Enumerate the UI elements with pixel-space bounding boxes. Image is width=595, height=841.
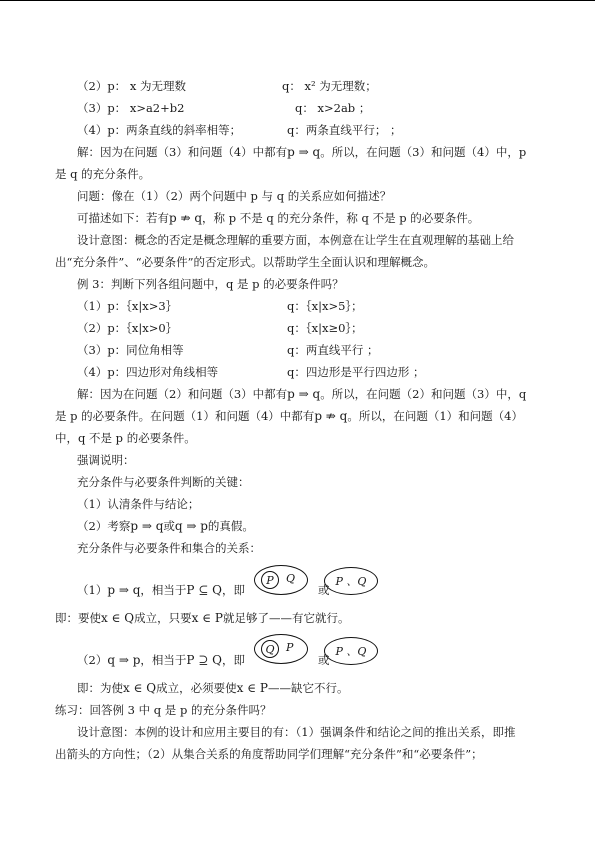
implies-symbol: q ⇒ p [174, 519, 208, 533]
text-line: 充分条件与必要条件和集合的关系： [77, 541, 261, 555]
text-span: （4）p：两条直线的斜率相等； [77, 123, 242, 137]
text-line [77, 297, 567, 315]
text-span: （2） [77, 653, 108, 667]
text-line [77, 341, 567, 359]
text-span: ，相当于 [140, 653, 187, 667]
text-span: （1）p：｛x|x>3｝ [77, 299, 178, 313]
implies-symbol: p ⇒ q [130, 519, 164, 533]
text-line [77, 363, 567, 381]
text-span: （2）p： x 为无理数 [77, 79, 186, 93]
text-line [77, 209, 567, 227]
implies-symbol: p ⇒ q [287, 145, 321, 159]
venn-superset-diagram [254, 634, 308, 664]
venn-equal-diagram [324, 637, 378, 665]
venn-inner-circle [261, 571, 279, 589]
text-line [77, 679, 567, 697]
text-span: 。所以，在问题（2）和问题（3）中，q [320, 387, 527, 401]
not-implies-symbol: p ⇏ q [169, 211, 203, 225]
venn-label: P [266, 573, 274, 587]
text-span: 是 p 的必要条件。在问题（1）和问题（4）中都有 [55, 409, 315, 423]
text-line [77, 77, 567, 95]
element-of-symbol: x ∈ Q [101, 611, 135, 625]
text-line: 例 3：判断下列各组问题中，q 是 p 的必要条件吗？ [77, 277, 344, 291]
text-line [77, 581, 567, 599]
text-span: ，即 [221, 653, 245, 667]
venn-inner-circle [261, 640, 279, 658]
text-span: 可描述如下：若有 [77, 211, 169, 225]
text-span: ，称 p 不是 q 的充分条件，称 q 不是 p 的必要条件。 [202, 211, 480, 225]
text-line: （1）认清条件与结论； [77, 497, 200, 511]
text-span: 的真假。 [207, 519, 254, 533]
text-span: （3）p： x>a2+b2 [77, 101, 185, 115]
venn-equal-oval [324, 567, 378, 595]
text-line [77, 517, 567, 535]
top-rule [0, 0, 595, 1]
venn-label: P 、Q [335, 575, 367, 588]
superset-symbol: P ⊇ Q [186, 653, 222, 667]
text-span: q：｛x|x≥0｝； [287, 321, 363, 335]
element-of-symbol: x ∈ Q [123, 681, 157, 695]
text-line [77, 651, 567, 669]
text-span: （3）p：同位角相等 [77, 343, 184, 357]
text-span: q：两条直线平行； ； [287, 123, 402, 137]
text-span: 或 [318, 583, 330, 597]
text-span: q：四边形是平行四边形 ； [287, 365, 425, 379]
subset-symbol: P ⊆ Q [186, 583, 222, 597]
text-span: 即：要使 [55, 611, 101, 625]
text-span: 。所以，在问题（3）和问题（4）中，p [320, 145, 527, 159]
text-span: q：两直线平行 ； [287, 343, 379, 357]
text-line [77, 143, 567, 161]
implies-symbol: p ⇒ q [107, 583, 141, 597]
text-span: 解：因为在问题（3）和问题（4）中都有 [77, 145, 288, 159]
text-span: 成立，必须要使 [156, 681, 237, 695]
text-line: 设计意图：本例的设计和应用主要目的有：（1）强调条件和结论之间的推出关系，即推 [77, 725, 516, 739]
text-line [55, 609, 545, 627]
venn-subset-diagram [254, 565, 308, 595]
text-line: 是 q 的充分条件。 [55, 167, 151, 181]
text-span: 成立，只要 [134, 611, 192, 625]
venn-label: Q [265, 642, 275, 656]
text-span: 解：因为在问题（2）和问题（3）中都有 [77, 387, 288, 401]
text-span: （1） [77, 583, 108, 597]
text-line: 设计意图：概念的否定是概念理解的重要方面，本例意在让学生在直观理解的基础上给 [77, 233, 514, 247]
text-line: 问题：像在（1）（2）两个问题中 p 与 q 的关系应如何描述？ [77, 189, 392, 203]
element-of-symbol: x ∈ P [191, 611, 223, 625]
text-line [55, 407, 545, 425]
text-line: 练习：回答例 3 中 q 是 p 的充分条件吗？ [55, 703, 272, 717]
element-of-symbol: x ∈ P [236, 681, 268, 695]
implies-symbol: q ⇒ p [107, 653, 141, 667]
venn-label: P 、Q [335, 645, 367, 658]
text-span: q： x>2ab ； [295, 101, 371, 115]
venn-equal-diagram [324, 567, 378, 595]
text-line: 中，q 不是 p 的必要条件。 [55, 431, 196, 445]
text-line [77, 121, 567, 139]
text-line: 出箭头的方向性；（2）从集合关系的角度帮助同学们理解“充分条件”和“必要条件”； [55, 747, 483, 761]
text-span: q：｛x|x>5｝； [287, 299, 363, 313]
text-line [77, 319, 567, 337]
text-span: 或 [318, 653, 330, 667]
venn-label: Q [286, 572, 296, 585]
text-span: ——缺它不行。 [267, 681, 349, 695]
text-span: ，即 [221, 583, 245, 597]
text-span: （2）p：｛x|x>0｝ [77, 321, 178, 335]
text-line: 充分条件与必要条件判断的关键： [77, 475, 250, 489]
text-line [77, 99, 567, 117]
text-span: 即：为使 [77, 681, 123, 695]
text-span: ，相当于 [140, 583, 187, 597]
text-line: 强调说明： [77, 453, 135, 467]
text-span: （4）p：四边形对角线相等 [77, 365, 219, 379]
text-line [77, 385, 567, 403]
text-span: 就足够了——有它就行。 [222, 611, 350, 625]
implies-symbol: p ⇒ q [287, 387, 321, 401]
text-span: q： x² 为无理数； [282, 79, 377, 93]
venn-equal-oval [324, 637, 378, 665]
not-implies-symbol: p ⇏ q [314, 409, 348, 423]
text-line: 出“充分条件”、“必要条件”的否定形式。以帮助学生全面认识和理解概念。 [55, 255, 436, 269]
text-span: 或 [163, 519, 175, 533]
text-span: 。所以，在问题（1）和问题（4） [347, 409, 523, 423]
text-span: （2）考察 [77, 519, 131, 533]
venn-label: P [286, 641, 294, 654]
